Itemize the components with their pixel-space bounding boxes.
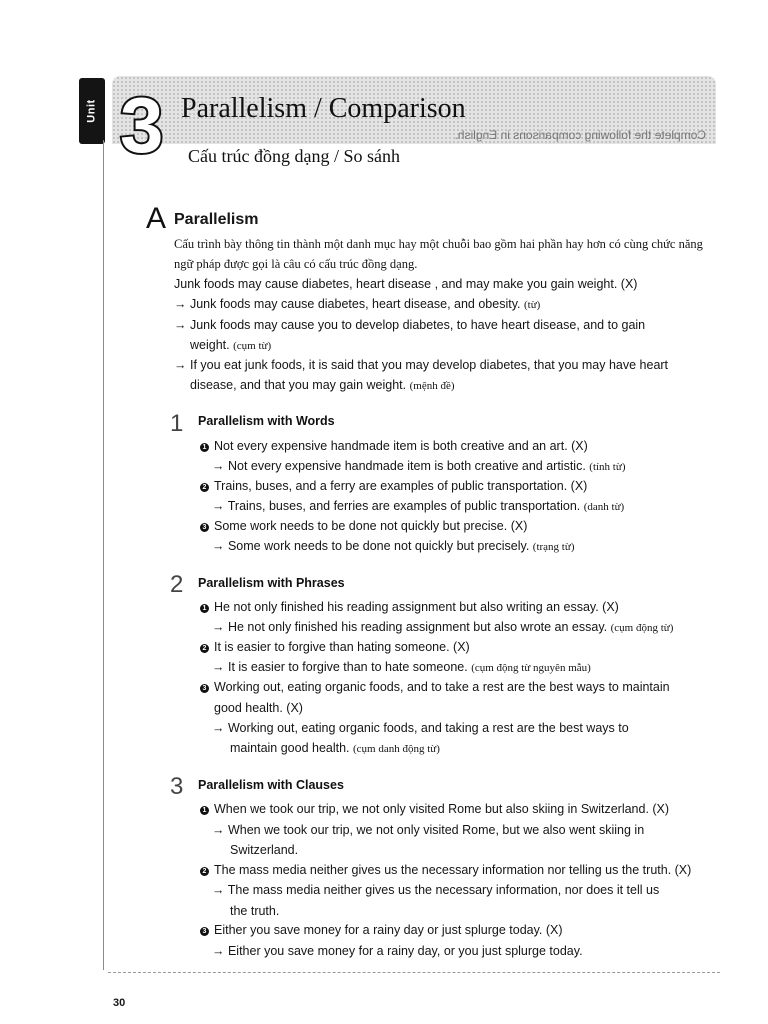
bullet-icon: 2: [200, 867, 209, 876]
bullet-icon: 3: [200, 927, 209, 936]
bullet-icon: 2: [200, 483, 209, 492]
intro-line: Cấu trình bày thông tin thành một danh mục hay một chuỗi bao gồm hai phần hay hơn có cùng chức năng: [174, 237, 703, 251]
right-example: → Either you save money for a rainy day, or you just splurge today.: [212, 944, 583, 958]
fix-line: → If you eat junk foods, it is said that you may develop diabetes, that you may have heart: [174, 358, 669, 372]
wrong-example: 1 Not every expensive handmade item is both creative and an art. (X): [200, 438, 588, 454]
subsection-number: 2: [170, 571, 184, 598]
mirrored-bleed-text: Complete the following comparisons in English.: [454, 128, 706, 142]
section-letter: A: [146, 202, 167, 235]
page-number: 30: [113, 997, 126, 1009]
subsection-title: Parallelism with Clauses: [198, 778, 344, 792]
subsection-title: Parallelism with Words: [198, 414, 335, 428]
wrong-example-cont: good health. (X): [214, 701, 303, 715]
right-example-cont: maintain good health. (cụm danh động từ): [230, 741, 440, 755]
page-title: Parallelism / Comparison: [181, 93, 466, 124]
right-example: → Some work needs to be done not quickly but precisely. (trạng từ): [212, 539, 575, 553]
unit-number-outline: [116, 86, 176, 166]
right-example: → He not only finished his reading assignment but also wrote an essay. (cụm động từ): [212, 620, 674, 634]
right-example: → It is easier to forgive than to hate someone. (cụm động từ nguyên mẫu): [212, 660, 591, 674]
wrong-example: 3 Some work needs to be done not quickly but precise. (X): [200, 518, 527, 534]
wrong-example: 2 The mass media neither gives us the necessary information nor telling us the truth. (X): [200, 862, 691, 878]
bullet-icon: 3: [200, 523, 209, 532]
section-title: Parallelism: [174, 211, 259, 228]
wrong-example: 1 When we took our trip, we not only visited Rome but also skiing in Switzerland. (X): [200, 801, 669, 817]
fix-line-cont: disease, and that you may gain weight. (mệnh đề): [190, 378, 455, 392]
wrong-example: 3 Either you save money for a rainy day or just splurge today. (X): [200, 922, 563, 938]
intro-line: ngữ pháp được gọi là câu có cấu trúc đồng dạng.: [174, 257, 418, 271]
right-example: → Trains, buses, and ferries are examples of public transportation. (danh từ): [212, 499, 625, 513]
left-margin-rule: [103, 140, 104, 970]
bullet-icon: 2: [200, 644, 209, 653]
wrong-example: 1 He not only finished his reading assignment but also writing an essay. (X): [200, 599, 619, 615]
fix-line-cont: weight. (cụm từ): [190, 338, 272, 352]
example-sentence: Junk foods may cause diabetes, heart disease , and may make you gain weight. (X): [174, 277, 638, 291]
bottom-rule: [108, 972, 720, 973]
unit-label: Unit: [85, 99, 98, 123]
wrong-example: 3 Working out, eating organic foods, and to take a rest are the best ways to maintain: [200, 679, 670, 695]
right-example-cont: the truth.: [230, 904, 280, 918]
right-example-cont: Switzerland.: [230, 843, 299, 857]
subsection-number: 3: [170, 773, 184, 800]
svg-text:3: 3: [120, 86, 164, 166]
bullet-icon: 1: [200, 604, 209, 613]
wrong-example: 2 It is easier to forgive than hating someone. (X): [200, 639, 470, 655]
subsection-number: 1: [170, 410, 184, 437]
subsection-title: Parallelism with Phrases: [198, 576, 345, 590]
right-example: → Working out, eating organic foods, and taking a rest are the best ways to: [212, 721, 629, 735]
wrong-example: 2 Trains, buses, and a ferry are examples of public transportation. (X): [200, 478, 587, 494]
right-example: → The mass media neither gives us the necessary information, nor does it tell us: [212, 883, 660, 897]
bullet-icon: 1: [200, 443, 209, 452]
right-example: → Not every expensive handmade item is both creative and artistic. (tính từ): [212, 459, 626, 473]
page-subtitle: Cấu trúc đồng dạng / So sánh: [188, 146, 400, 166]
bullet-icon: 1: [200, 806, 209, 815]
bullet-icon: 3: [200, 684, 209, 693]
unit-tab: [79, 78, 105, 144]
fix-line: → Junk foods may cause diabetes, heart disease, and obesity. (từ): [174, 297, 541, 311]
right-example: → When we took our trip, we not only visited Rome, but we also went skiing in: [212, 823, 645, 837]
fix-line: → Junk foods may cause you to develop diabetes, to have heart disease, and to gain: [174, 318, 646, 332]
